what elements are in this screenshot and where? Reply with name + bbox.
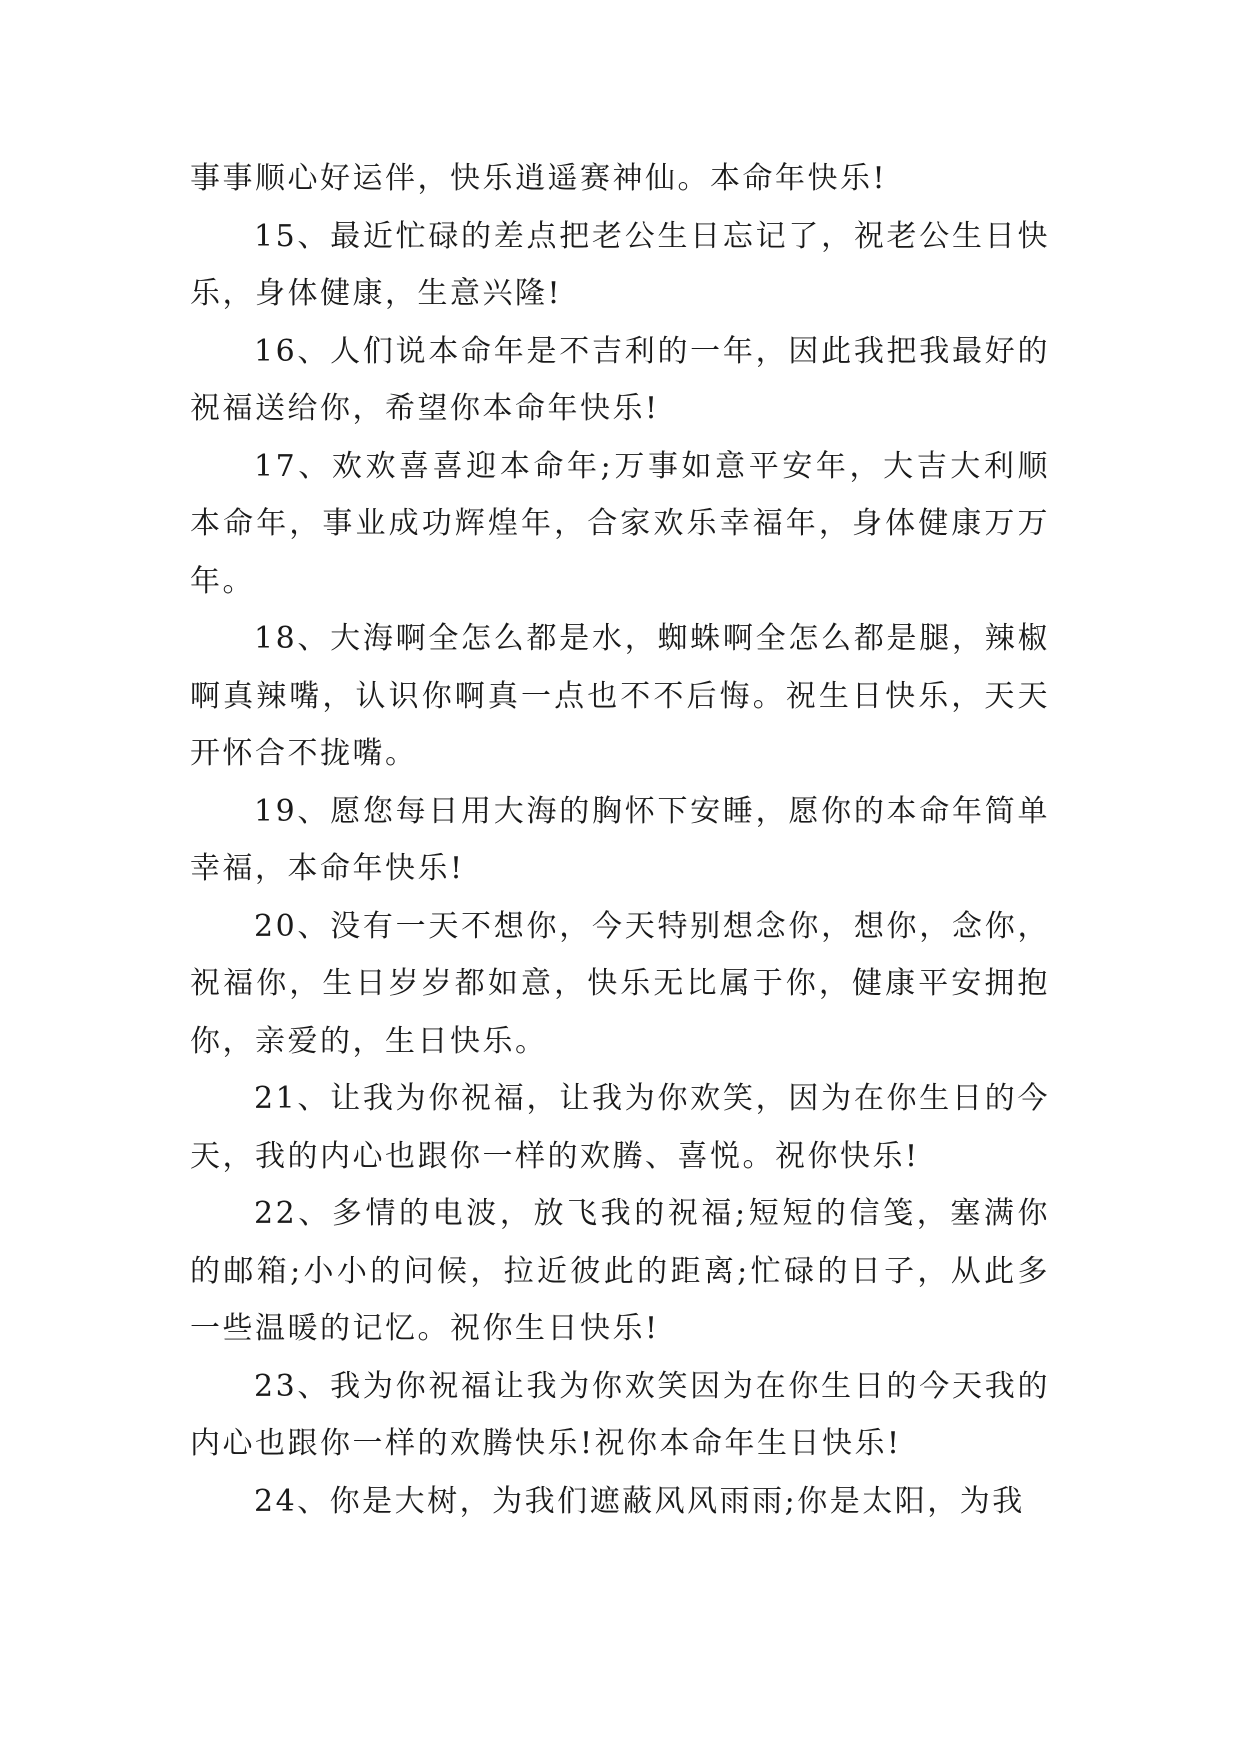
- paragraph-16: 16、人们说本命年是不吉利的一年，因此我把我最好的祝福送给你，希望你本命年快乐!: [190, 333, 1050, 426]
- paragraph-24: 24、你是大树，为我们遮蔽风风雨雨;你是太阳，为我: [254, 1483, 1025, 1519]
- paragraph-19: 19、愿您每日用大海的胸怀下安睡，愿你的本命年简单幸福，本命年快乐!: [190, 793, 1050, 886]
- paragraph-22: 22、多情的电波，放飞我的祝福;短短的信笺，塞满你的邮箱;小小的问候，拉近彼此的距离;忙碌的日子，从此多一些温暖的记忆。祝你生日快乐!: [190, 1196, 1050, 1346]
- paragraph-23: 23、我为你祝福让我为你欢笑因为在你生日的今天我的内心也跟你一样的欢腾快乐!祝你本命年生日快乐!: [190, 1368, 1050, 1461]
- paragraph-20: 20、没有一天不想你，今天特别想念你，想你，念你，祝福你，生日岁岁都如意，快乐无比属于你，健康平安拥抱你，亲爱的，生日快乐。: [190, 908, 1050, 1059]
- paragraph-21: 21、让我为你祝福，让我为你欢笑，因为在你生日的今天，我的内心也跟你一样的欢腾、喜悦。祝你快乐!: [190, 1081, 1050, 1174]
- document-page: [190, 150, 1050, 1530]
- paragraph-17: 17、欢欢喜喜迎本命年;万事如意平安年，大吉大利顺本命年，事业成功辉煌年，合家欢乐幸福年，身体健康万万年。: [190, 448, 1050, 599]
- paragraph-15: 15、最近忙碌的差点把老公生日忘记了，祝老公生日快乐，身体健康，生意兴隆!: [190, 218, 1050, 311]
- paragraph-18: 18、大海啊全怎么都是水，蜘蛛啊全怎么都是腿，辣椒啊真辣嘴，认识你啊真一点也不不后悔。祝生日快乐，天天开怀合不拢嘴。: [190, 621, 1050, 771]
- paragraph-continuation: 事事顺心好运伴，快乐逍遥赛神仙。本命年快乐!: [190, 161, 888, 196]
